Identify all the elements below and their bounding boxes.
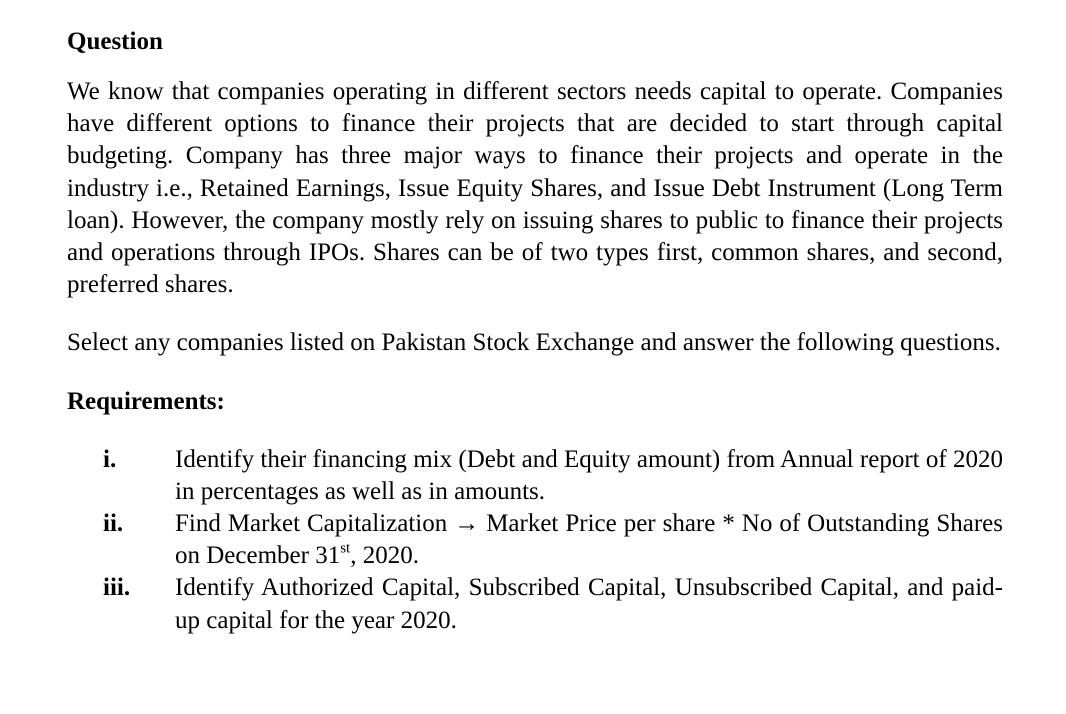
document-page bbox=[67, 26, 1003, 637]
requirement-marker: ii. bbox=[103, 510, 124, 538]
requirement-text-after: , 2020. bbox=[350, 542, 419, 570]
requirement-text: Identify Authorized Capital, Subscribed Capital, Unsubscribed Capital, and paid-up capital for the year 2020. bbox=[175, 574, 1003, 634]
question-heading: Question bbox=[67, 28, 163, 55]
requirement-text bbox=[175, 510, 1003, 569]
intro-paragraph: We know that companies operating in different sectors needs capital to operate. Companies have different options to finance their projects that are decided to start through capital budgeting. Company has three major ways to finance their projects and operate in the industry i.e., Retained Earnings, Issue Equity Shares, and Issue Debt Instrument (Long Term loan). However, the company mostly rely on issuing shares to public to finance their projects and operations through IPOs. Shares can be of two types first, common shares, and second, preferred shares. bbox=[67, 78, 1003, 299]
requirement-marker: iii. bbox=[103, 574, 131, 602]
requirement-item-ii bbox=[67, 508, 1003, 572]
requirements-heading: Requirements: bbox=[67, 387, 225, 415]
requirement-text-before: Find Market Capitalization → Market Price per share * No of Outstanding Shares on December 31 bbox=[175, 510, 1003, 570]
select-company-paragraph: Select any companies listed on Pakistan Stock Exchange and answer the following questions. bbox=[67, 329, 1001, 357]
requirement-item-i bbox=[67, 444, 1003, 508]
ordinal-superscript: st bbox=[340, 540, 351, 557]
requirement-text: Identify their financing mix (Debt and Equity amount) from Annual report of 2020 in percentages as well as in amounts. bbox=[175, 445, 1003, 505]
requirement-marker: i. bbox=[103, 445, 117, 473]
requirements-list bbox=[67, 444, 1003, 637]
requirement-item-iii bbox=[67, 572, 1003, 636]
